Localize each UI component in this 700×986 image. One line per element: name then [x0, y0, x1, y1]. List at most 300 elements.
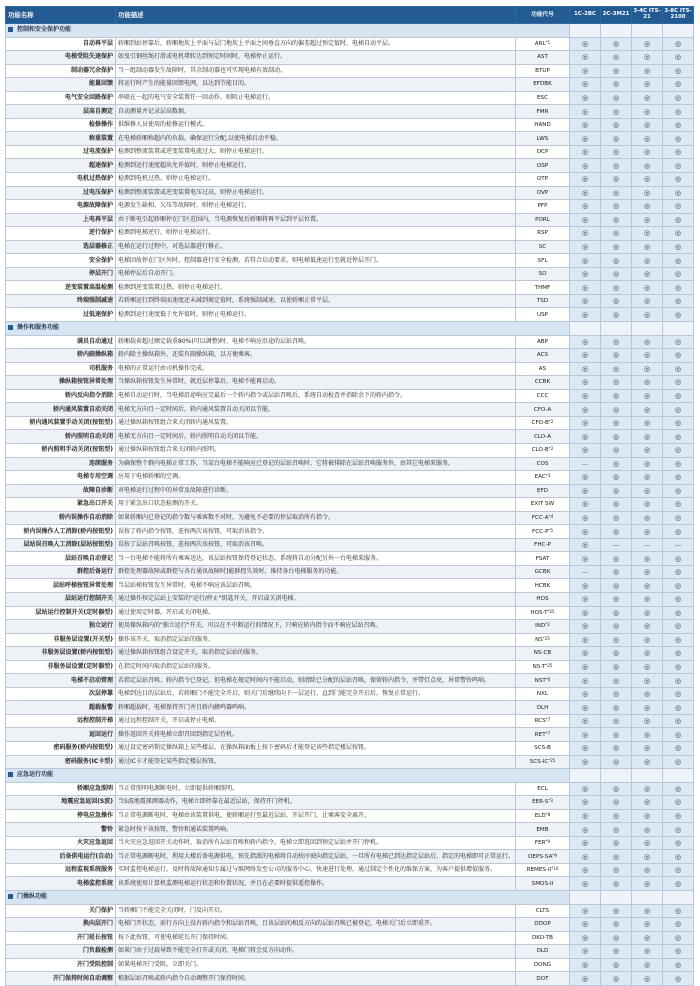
standard-mark-icon: ◎	[601, 931, 632, 945]
function-code-text: SMOS-II	[531, 880, 554, 887]
standard-mark-icon: ◎	[570, 592, 601, 606]
function-description: 操作返回开关将电梯立即召回到指定层待机。	[116, 728, 516, 742]
standard-mark-icon: ◎	[601, 240, 632, 254]
standard-mark-icon: ◎	[632, 850, 663, 864]
function-name: 开门保持时间自动调整	[6, 972, 116, 986]
standard-mark-icon: ◎	[663, 850, 694, 864]
standard-mark-icon: ◎	[601, 660, 632, 674]
table-row	[6, 836, 694, 850]
function-code-text: GCBK	[534, 569, 551, 576]
function-name: 层站呼梯按钮异常处理	[6, 579, 116, 593]
standard-mark-icon: ◎	[663, 755, 694, 769]
standard-mark-icon: ◎	[663, 904, 694, 918]
standard-mark-icon: ◎	[663, 877, 694, 891]
function-name: 轿内误操作自动消除	[6, 511, 116, 525]
table-row	[6, 159, 694, 173]
function-code-text: EFDBK	[533, 81, 552, 88]
standard-mark-icon: ◎	[632, 809, 663, 823]
function-description: 电源发生缺相、欠压等故障时，则停止电梯运行。	[116, 200, 516, 214]
function-code-text: HAND	[534, 122, 551, 129]
standard-mark-icon: ◎	[570, 904, 601, 918]
standard-mark-icon: ◎	[601, 457, 632, 471]
standard-mark-icon: ◎	[601, 335, 632, 349]
function-description: 通过操纵箱按钮组合来关闭轿内照明。	[116, 443, 516, 457]
standard-mark-icon: ◎	[570, 349, 601, 363]
standard-mark-icon: ◎	[601, 647, 632, 661]
standard-mark-icon: ◎	[663, 78, 694, 92]
function-description: 误按了层站召唤按钮，连按两次该按钮，可取消该召唤。	[116, 538, 516, 552]
standard-mark-icon: ◎	[570, 606, 601, 620]
function-name: 电梯监控系统	[6, 877, 116, 891]
standard-mark-icon: ◎	[663, 592, 694, 606]
standard-mark-icon: ◎	[570, 701, 601, 715]
table-row	[6, 958, 694, 972]
standard-mark-icon: ◎	[632, 823, 663, 837]
table-row	[6, 443, 694, 457]
not-available-mark: —	[570, 457, 601, 471]
standard-mark-icon: ◎	[601, 213, 632, 227]
standard-mark-icon: ◎	[601, 755, 632, 769]
standard-mark-icon: ◎	[601, 782, 632, 796]
standard-mark-icon: ◎	[632, 457, 663, 471]
function-name: 操纵箱按钮异常处理	[6, 376, 116, 390]
footnote-mark: *2	[548, 446, 554, 452]
table-row	[6, 525, 694, 539]
function-name: 电梯专用空调	[6, 471, 116, 485]
function-name: 电梯受阻失速保护	[6, 51, 116, 65]
function-name: 紧急出口开关	[6, 498, 116, 512]
function-description: 当一组制动器发生故障时，其余制动器也可实现电梯有效制动。	[116, 64, 516, 78]
table-row	[6, 281, 694, 295]
function-code	[516, 51, 570, 65]
standard-mark-icon: ◎	[601, 525, 632, 539]
function-code-text: OEPS-SA	[528, 853, 553, 860]
standard-mark-icon: ◎	[663, 484, 694, 498]
table-row	[6, 403, 694, 417]
standard-mark-icon: ◎	[601, 606, 632, 620]
table-row	[6, 592, 694, 606]
table-row	[6, 931, 694, 945]
function-description: 实时监控电梯运行，及时将故障通知专属过与维网络发至公司的服务中心，快速进行处理，通过制定个性化的维保方案，为客户提供增值服务。	[116, 863, 516, 877]
footnote-mark: *10	[551, 866, 559, 872]
function-code	[516, 227, 570, 241]
standard-mark-icon: ◎	[632, 145, 663, 159]
standard-mark-icon: ◎	[570, 443, 601, 457]
function-code	[516, 294, 570, 308]
standard-mark-icon: ◎	[570, 471, 601, 485]
section-title	[6, 769, 570, 783]
standard-mark-icon: ◎	[601, 403, 632, 417]
function-code-text: ECL	[537, 785, 548, 792]
function-description: 由于断电引起轿厢停在门区范围内，当电源恢复后轿厢将再平层到平层位置。	[116, 213, 516, 227]
function-name: 制动器冗余保护	[6, 64, 116, 78]
table-row	[6, 254, 694, 268]
standard-mark-icon: ◎	[663, 118, 694, 132]
function-description: 检测到电梯逆行，则停止电梯运行。	[116, 227, 516, 241]
standard-mark-icon: ◎	[601, 592, 632, 606]
standard-mark-icon: ◎	[601, 430, 632, 444]
table-row	[6, 349, 694, 363]
function-code-text: CLTS	[535, 907, 550, 914]
standard-mark-icon: ◎	[663, 931, 694, 945]
standard-mark-icon: ◎	[663, 159, 694, 173]
function-description: 电梯无方向且一定时间后，轿内通风装置自动关闭以节能。	[116, 403, 516, 417]
standard-mark-icon: ◎	[663, 227, 694, 241]
function-code-text: NXL	[536, 691, 549, 698]
standard-mark-icon: ◎	[632, 105, 663, 119]
standard-mark-icon: ◎	[570, 484, 601, 498]
header-function-code: 功能代号	[516, 7, 570, 24]
standard-mark-icon: ◎	[663, 809, 694, 823]
standard-mark-icon: ◎	[570, 91, 601, 105]
table-row	[6, 850, 694, 864]
standard-mark-icon: ◎	[570, 294, 601, 308]
function-code	[516, 403, 570, 417]
table-row	[6, 471, 694, 485]
standard-mark-icon: ◎	[632, 118, 663, 132]
table-row	[6, 91, 694, 105]
standard-mark-icon: ◎	[570, 362, 601, 376]
function-description: 当轿厢门不能完全关闭时，门反向开启。	[116, 904, 516, 918]
standard-mark-icon: ◎	[632, 592, 663, 606]
standard-mark-icon: ◎	[663, 660, 694, 674]
function-code-text: EAC	[534, 474, 546, 481]
function-description: 若轿厢运行到终端而速度还未减到规定值时，系统强制减速，以使轿厢正常平层。	[116, 294, 516, 308]
function-description: 用于紧急出口状态检测的开关。	[116, 498, 516, 512]
function-code	[516, 308, 570, 322]
standard-mark-icon: ◎	[663, 633, 694, 647]
standard-mark-icon: ◎	[663, 863, 694, 877]
table-row	[6, 416, 694, 430]
table-row	[6, 145, 694, 159]
standard-mark-icon: ◎	[632, 132, 663, 146]
function-name: 层站误召唤人工消除(层站按钮型)	[6, 538, 116, 552]
standard-mark-icon: ◎	[632, 958, 663, 972]
table-row	[6, 796, 694, 810]
function-name: 非服务层设置(定时器型)	[6, 660, 116, 674]
standard-mark-icon: ◎	[601, 254, 632, 268]
standard-mark-icon: ◎	[632, 782, 663, 796]
section-square-icon	[8, 27, 13, 32]
table-row	[6, 294, 694, 308]
section-blank-cell	[601, 24, 632, 38]
standard-mark-icon: ◎	[663, 281, 694, 295]
function-name: 终端强制减速	[6, 294, 116, 308]
standard-mark-icon: ◎	[632, 525, 663, 539]
standard-mark-icon: ◎	[632, 647, 663, 661]
standard-mark-icon: ◎	[663, 525, 694, 539]
standard-mark-icon: ◎	[601, 443, 632, 457]
standard-mark-icon: ◎	[570, 416, 601, 430]
table-row	[6, 701, 694, 715]
table-row	[6, 552, 694, 566]
standard-mark-icon: ◎	[601, 64, 632, 78]
standard-mark-icon: ◎	[663, 430, 694, 444]
standard-mark-icon: ◎	[632, 931, 663, 945]
function-code-text: NS	[535, 636, 543, 643]
footnote-mark: *25	[545, 662, 553, 668]
function-name: 选层器修正	[6, 240, 116, 254]
table-row	[6, 376, 694, 390]
standard-mark-icon: ◎	[663, 64, 694, 78]
function-code-text: FHC-P	[534, 542, 551, 549]
function-code-text: BTUP	[535, 67, 550, 74]
standard-mark-icon: ◎	[632, 281, 663, 295]
footnote-mark: *7	[545, 730, 551, 736]
function-code	[516, 362, 570, 376]
function-code	[516, 145, 570, 159]
footnote-mark: *1	[545, 39, 551, 45]
standard-mark-icon: ◎	[632, 37, 663, 51]
function-code	[516, 335, 570, 349]
standard-mark-icon: ◎	[601, 173, 632, 187]
standard-mark-icon: ◎	[570, 931, 601, 945]
standard-mark-icon: ◎	[632, 389, 663, 403]
function-code	[516, 850, 570, 864]
standard-mark-icon: ◎	[601, 159, 632, 173]
function-name: 轿内通风装置自动关闭	[6, 403, 116, 417]
function-code	[516, 945, 570, 959]
table-row	[6, 362, 694, 376]
standard-mark-icon: ◎	[632, 335, 663, 349]
standard-mark-icon: ◎	[570, 430, 601, 444]
standard-mark-icon: ◎	[632, 349, 663, 363]
standard-mark-icon: ◎	[601, 349, 632, 363]
function-description: 使用操纵箱内的"独立运行"开关，可以在不中断运行的情况下，只响应轿内指令而不响应层站召唤。	[116, 620, 516, 634]
function-code	[516, 647, 570, 661]
function-code-text: SCS-IC	[529, 758, 549, 765]
function-name: 开门受阻控制	[6, 958, 116, 972]
standard-mark-icon: ◎	[601, 836, 632, 850]
function-code-text: CLO-A	[533, 433, 552, 440]
function-description: 检测到运行速度低于允许值时，则停止电梯运行。	[116, 308, 516, 322]
function-code-text: DDOP	[534, 921, 551, 928]
function-code-text: EXIT SW	[530, 501, 555, 508]
standard-mark-icon: ◎	[632, 227, 663, 241]
function-code-text: PFP	[537, 203, 548, 210]
function-code-text: LWS	[536, 135, 549, 142]
table-row	[6, 918, 694, 932]
footnote-mark: *8	[545, 811, 551, 817]
function-code	[516, 687, 570, 701]
function-code-text: FCC-A	[531, 514, 549, 521]
standard-mark-icon: ◎	[570, 186, 601, 200]
standard-mark-icon: ◎	[570, 823, 601, 837]
function-code	[516, 240, 570, 254]
standard-mark-icon: ◎	[632, 674, 663, 688]
function-code	[516, 159, 570, 173]
section-blank-cell	[601, 891, 632, 905]
standard-mark-icon: ◎	[601, 565, 632, 579]
standard-mark-icon: ◎	[570, 173, 601, 187]
function-table	[5, 6, 694, 986]
standard-mark-icon: ◎	[570, 660, 601, 674]
standard-mark-icon: ◎	[570, 403, 601, 417]
not-available-mark: —	[601, 538, 632, 552]
function-code	[516, 538, 570, 552]
standard-mark-icon: ◎	[601, 863, 632, 877]
standard-mark-icon: ◎	[570, 958, 601, 972]
footnote-mark: *9	[545, 839, 551, 845]
table-row	[6, 755, 694, 769]
function-code-text: FCC-P	[532, 528, 549, 535]
footnote-mark: *3	[545, 473, 551, 479]
standard-mark-icon: ◎	[570, 267, 601, 281]
function-code-text: HOS-T	[530, 609, 548, 616]
section-title-text: 控制和安全保护功能	[17, 26, 72, 34]
table-row	[6, 877, 694, 891]
function-description: 通过IC卡才能登记某些指定楼层按钮。	[116, 755, 516, 769]
function-code-text: DLD	[536, 948, 549, 955]
function-code	[516, 728, 570, 742]
standard-mark-icon: ◎	[632, 728, 663, 742]
standard-mark-icon: ◎	[601, 362, 632, 376]
table-body	[6, 24, 694, 986]
standard-mark-icon: ◎	[601, 633, 632, 647]
function-code	[516, 579, 570, 593]
function-code-text: EER-S	[532, 799, 549, 806]
function-description: 在指定时间内取消指定层站的服务。	[116, 660, 516, 674]
footnote-mark: *2	[545, 622, 550, 628]
standard-mark-icon: ◎	[663, 552, 694, 566]
function-name: 次层停靠	[6, 687, 116, 701]
function-description: 当操纵箱按钮发生异常时，就近层停靠后，电梯不能再启动。	[116, 376, 516, 390]
standard-mark-icon: ◎	[663, 565, 694, 579]
function-code-text: CCBK	[534, 379, 551, 386]
table-row	[6, 945, 694, 959]
function-code-text: OTP	[536, 176, 549, 183]
standard-mark-icon: ◎	[663, 91, 694, 105]
standard-mark-icon: ◎	[632, 159, 663, 173]
standard-mark-icon: ◎	[601, 877, 632, 891]
footnote-mark: *25	[542, 635, 550, 641]
standard-mark-icon: ◎	[601, 376, 632, 390]
standard-mark-icon: ◎	[570, 809, 601, 823]
standard-mark-icon: ◎	[601, 267, 632, 281]
function-code	[516, 511, 570, 525]
standard-mark-icon: ◎	[663, 308, 694, 322]
standard-mark-icon: ◎	[663, 376, 694, 390]
standard-mark-icon: ◎	[601, 728, 632, 742]
table-row	[6, 863, 694, 877]
standard-mark-icon: ◎	[663, 213, 694, 227]
standard-mark-icon: ◎	[663, 958, 694, 972]
function-code	[516, 443, 570, 457]
section-title-text: 应急运行功能	[17, 771, 54, 779]
table-row	[6, 186, 694, 200]
standard-mark-icon: ◎	[663, 823, 694, 837]
header-model-1: 1C-2BC	[570, 7, 601, 24]
function-description: 如果轿厢内已登记的指令数与乘客数不对时，为避免不必要的停层取消所有指令。	[116, 511, 516, 525]
function-description: 为确保整个群内电梯正常工作，当某台电梯不能响应已登记的层站召唤时，它将被排除在层站召唤服务外，由其它电梯来服务。	[116, 457, 516, 471]
table-header-row	[6, 7, 694, 24]
function-description: 电梯的正常运行由司机操作完成。	[116, 362, 516, 376]
function-name: 警铃	[6, 823, 116, 837]
function-description: 当一台电梯不能将所有乘客送达，该层站按钮保持登记状态，系统将自动分配另外一台电梯来服务。	[116, 552, 516, 566]
function-description: 通过操纵箱按钮组合来关闭轿内通风装置。	[116, 416, 516, 430]
standard-mark-icon: ◎	[632, 755, 663, 769]
function-code	[516, 118, 570, 132]
function-description: 供维修人员使用的检修运行模式。	[116, 118, 516, 132]
function-name: 电机过热保护	[6, 173, 116, 187]
function-description: 电梯因故停在门区外时，控制器进行安全检测，若符合启动要求，则电梯低速运行至就近停层开门。	[116, 254, 516, 268]
function-name: 安全保护	[6, 254, 116, 268]
standard-mark-icon: ◎	[632, 633, 663, 647]
standard-mark-icon: ◎	[663, 443, 694, 457]
section-blank-cell	[601, 769, 632, 783]
function-description: 当S波地震探测器动作，电梯立即停靠在最近层站，保持开门停机。	[116, 796, 516, 810]
standard-mark-icon: ◎	[570, 511, 601, 525]
standard-mark-icon: ◎	[570, 877, 601, 891]
standard-mark-icon: ◎	[632, 972, 663, 986]
function-code	[516, 525, 570, 539]
section-square-icon	[8, 772, 13, 777]
function-code	[516, 633, 570, 647]
function-code	[516, 281, 570, 295]
standard-mark-icon: ◎	[632, 186, 663, 200]
standard-mark-icon: ◎	[663, 918, 694, 932]
function-code-text: DKO-TB	[532, 934, 553, 941]
standard-mark-icon: ◎	[663, 294, 694, 308]
standard-mark-icon: ◎	[570, 741, 601, 755]
function-description: 应用于电梯轿厢的空调。	[116, 471, 516, 485]
standard-mark-icon: ◎	[632, 64, 663, 78]
function-description: 电梯无方向且一定时间后，轿内照明自动关闭以节能。	[116, 430, 516, 444]
function-code	[516, 186, 570, 200]
standard-mark-icon: ◎	[601, 132, 632, 146]
standard-mark-icon: ◎	[601, 281, 632, 295]
table-row	[6, 78, 694, 92]
standard-mark-icon: ◎	[570, 620, 601, 634]
standard-mark-icon: ◎	[663, 701, 694, 715]
function-code-text: REMES-II	[526, 867, 552, 874]
function-code-text: RET	[534, 731, 546, 738]
function-description: 对电梯运行过程中的异常及故障进行诊断。	[116, 484, 516, 498]
standard-mark-icon: ◎	[570, 714, 601, 728]
function-description: 操作该开关，取消指定层站的服务。	[116, 633, 516, 647]
table-row	[6, 240, 694, 254]
standard-mark-icon: ◎	[570, 376, 601, 390]
standard-mark-icon: ◎	[663, 728, 694, 742]
function-code	[516, 620, 570, 634]
function-description: 检测到逆变装置过热，则停止电梯运行。	[116, 281, 516, 295]
standard-mark-icon: ◎	[663, 267, 694, 281]
standard-mark-icon: ◎	[601, 227, 632, 241]
table-row	[6, 267, 694, 281]
standard-mark-icon: ◎	[570, 796, 601, 810]
function-name: 开门延长按钮	[6, 931, 116, 945]
standard-mark-icon: ◎	[632, 294, 663, 308]
standard-mark-icon: ◎	[570, 972, 601, 986]
function-description: 当正常照明电源断电时，立即提供轿厢照明。	[116, 782, 516, 796]
standard-mark-icon: ◎	[570, 78, 601, 92]
standard-mark-icon: ◎	[570, 863, 601, 877]
function-code	[516, 592, 570, 606]
function-code-text: CFO-B	[531, 420, 549, 427]
function-code	[516, 877, 570, 891]
table-row	[6, 579, 694, 593]
standard-mark-icon: ◎	[663, 674, 694, 688]
function-code-text: FSAT	[535, 555, 550, 562]
section-blank-cell	[570, 891, 601, 905]
function-description: 电梯门开状态，前行方向上没有轿内指令和层站召唤，且该层站的相反方向的层站召唤已被登记，电梯关门后立即重开。	[116, 918, 516, 932]
standard-mark-icon: ◎	[601, 674, 632, 688]
standard-mark-icon: ◎	[570, 132, 601, 146]
standard-mark-icon: ◎	[601, 105, 632, 119]
function-name: 轿内通风装置手动关闭(按钮型)	[6, 416, 116, 430]
function-code	[516, 254, 570, 268]
function-code	[516, 471, 570, 485]
